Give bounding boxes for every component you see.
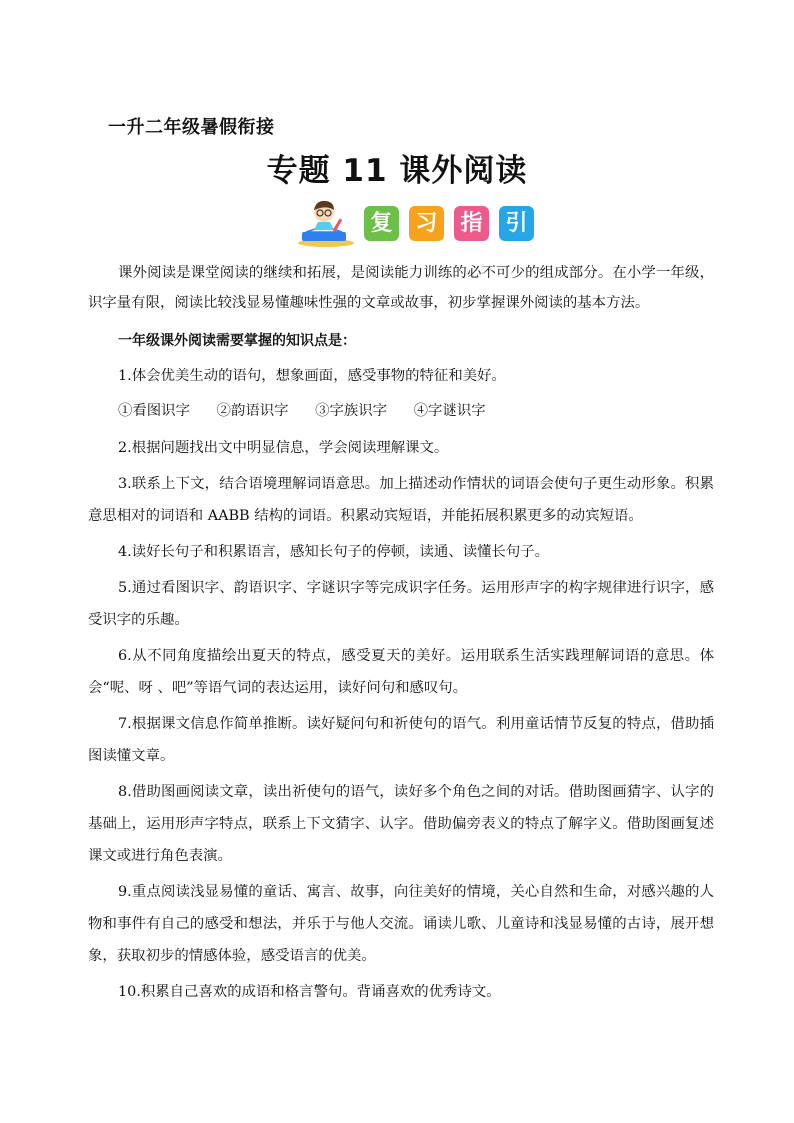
list-item: 8.借助图画阅读文章，读出祈使句的语气，读好多个角色之间的对话。借助图画猜字、认字的基础上，运用形声字特点，联系上下文猜字、认字。借助偏旁表义的特点了解字义。借助图画复述课文或进行角色表演。 <box>88 784 714 864</box>
knowledge-subheading: 一年级课外阅读需要掌握的知识点是： <box>118 333 356 349</box>
method-item: ④字谜识字 <box>413 403 486 419</box>
literacy-methods <box>88 396 714 426</box>
list-item: 5.通过看图识字、韵语识字、字谜识字等完成识字任务。运用形声字的构字规律进行识字，感受识字的乐趣。 <box>88 580 714 628</box>
list-item: 2.根据问题找出文中明显信息，学会阅读理解课文。 <box>118 440 449 456</box>
student-reading-icon <box>296 198 358 248</box>
list-item: 7.根据课文信息作简单推断。读好疑问句和祈使句的语气。利用童话情节反复的特点，借助插图读懂文章。 <box>88 716 714 764</box>
grade-label: 一升二年级暑假衔接 <box>108 117 275 138</box>
banner-char-yin: 引 <box>499 206 534 241</box>
list-item: 9.重点阅读浅显易懂的童话、寓言、故事，向往美好的情境，关心自然和生命，对感兴趣的人物和事件有自己的感受和想法，并乐于与他人交流。诵读儿歌、儿童诗和浅显易懂的古诗，展开想象，获取初步的情感体验，感受语言的优美。 <box>88 884 714 964</box>
list-item: 10.积累自己喜欢的成语和格言警句。背诵喜欢的优秀诗文。 <box>118 984 501 1000</box>
banner-char-fu: 复 <box>364 206 399 241</box>
method-item: ②韵语识字 <box>216 403 289 419</box>
banner-char-zhi: 指 <box>454 206 489 241</box>
list-item: 4.读好长句子和积累语言，感知长句子的停顿，读通、读懂长句子。 <box>118 544 550 560</box>
method-item: ①看图识字 <box>118 403 190 419</box>
banner-char-xi: 习 <box>409 206 444 241</box>
intro-paragraph: 课外阅读是课堂阅读的继续和拓展，是阅读能力训练的必不可少的组成部分。在小学一年级，识字量有限，阅读比较浅显易懂趣味性强的文章或故事，初步掌握课外阅读的基本方法。 <box>88 265 714 311</box>
body-text <box>88 258 714 1012</box>
list-item-1: 1.体会优美生动的语句，想象画面，感受事物的特征和美好。 <box>118 368 506 384</box>
list-item: 3.联系上下文，结合语境理解词语意思。加上描述动作情状的词语会使句子更生动形象。积累意思相对的词语和 AABB 结构的词语。积累动宾短语，并能拓展积累更多的动宾短语。 <box>88 476 714 524</box>
review-guide-banner <box>296 198 556 248</box>
list-item: 6.从不同角度描绘出夏天的特点，感受夏天的美好。运用联系生活实践理解词语的意思。体会“呢、呀 、吧”等语气词的表达运用，读好问句和感叹句。 <box>88 648 714 696</box>
method-item: ③字族识字 <box>315 403 388 419</box>
page-title: 专题 11 课外阅读 <box>266 153 528 189</box>
